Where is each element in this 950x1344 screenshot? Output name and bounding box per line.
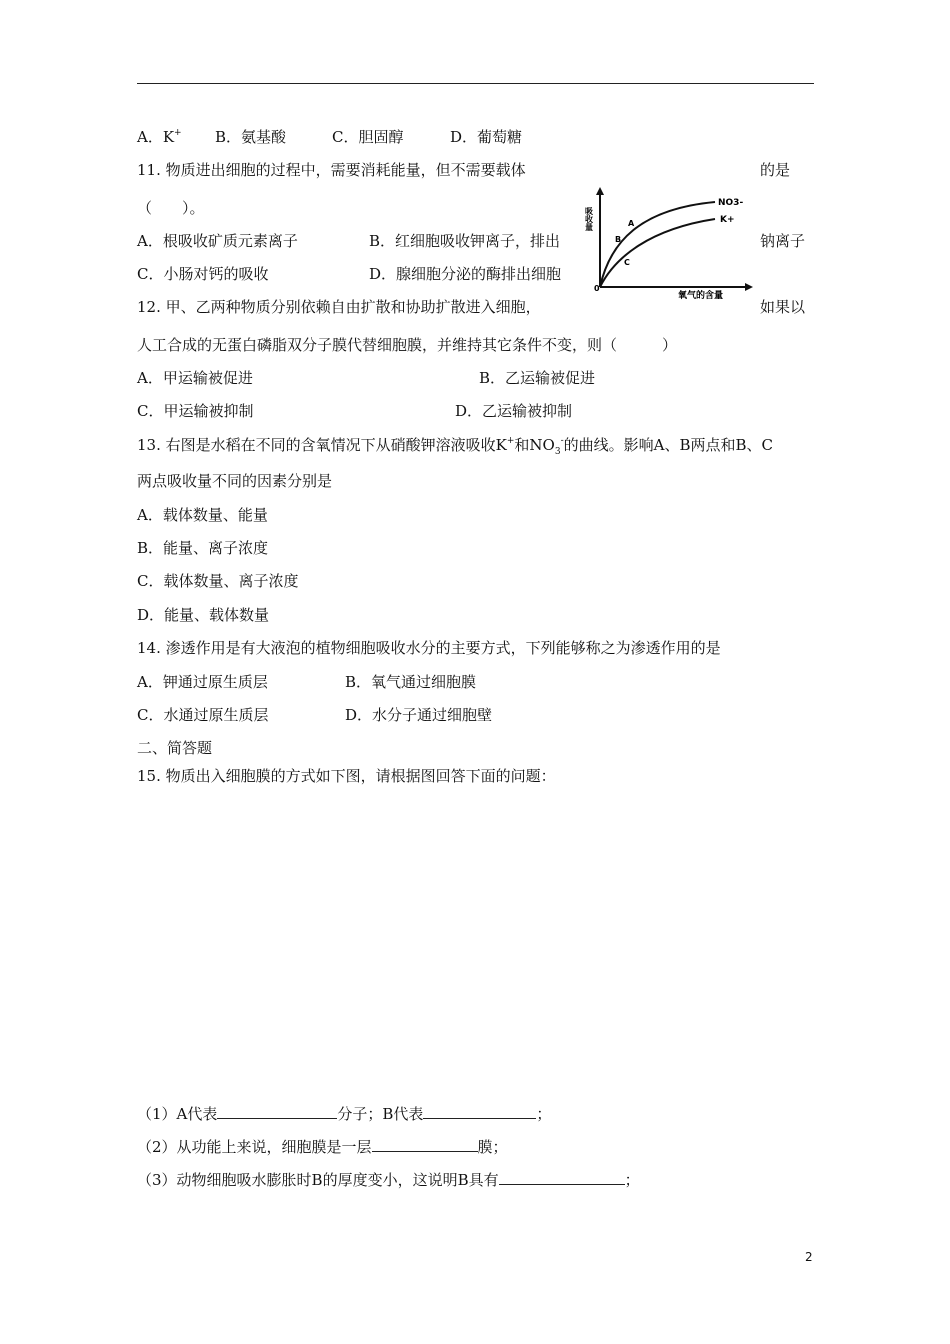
answer-line-2: （2）从功能上来说，细胞膜是一层 膜； — [137, 1138, 508, 1156]
q11-option-d: D．腺细胞分泌的酶排出细胞 — [369, 265, 562, 283]
blank-b[interactable] — [423, 1104, 536, 1119]
blank-property[interactable] — [499, 1170, 625, 1185]
blank-a[interactable] — [217, 1104, 337, 1119]
answer-line-1: （1）A代表 分子；B代表 ； — [137, 1105, 552, 1123]
q13-option-a: A．载体数量、能量 — [137, 506, 268, 524]
q12-stem-end: 如果以 — [760, 298, 806, 316]
q13-option-c: C．载体数量、离子浓度 — [137, 572, 299, 590]
q11-option-a: A．根吸收矿质元素离子 — [137, 232, 298, 250]
x-axis-arrow — [745, 283, 753, 291]
point-b-label: B — [615, 235, 622, 244]
q14-option-b: B．氧气通过细胞膜 — [345, 673, 477, 691]
answer-line-3: （3）动物细胞吸水膨胀时B的厚度变小，这说明B具有 ； — [137, 1171, 640, 1189]
q14-stem: 14. 渗透作用是有大液泡的植物细胞吸收水分的主要方式，下列能够称之为渗透作用的是 — [137, 639, 721, 657]
point-c-label: C — [624, 258, 630, 267]
q13-stem-line2: 两点吸收量不同的因素分别是 — [137, 472, 333, 490]
q11-stem-end: 的是 — [760, 161, 791, 179]
q14-option-c: C．水通过原生质层 — [137, 706, 269, 724]
q10-option-a: A．K+ — [137, 128, 182, 146]
q10-option-d: D．葡萄糖 — [450, 128, 523, 146]
q13-option-d: D．能量、载体数量 — [137, 606, 270, 624]
q10-option-b: B．氨基酸 — [215, 128, 287, 146]
absorption-chart — [584, 187, 755, 302]
q11-option-b-end: 钠离子 — [760, 232, 806, 250]
q14-option-a: A．钾通过原生质层 — [137, 673, 268, 691]
q12-option-d: D．乙运输被抑制 — [455, 402, 573, 420]
q12-option-c: C．甲运输被抑制 — [137, 402, 254, 420]
point-a-label: A — [628, 219, 635, 228]
y-axis-arrow — [596, 187, 604, 195]
q15-stem: 15. 物质出入细胞膜的方式如下图，请根据图回答下面的问题： — [137, 767, 556, 785]
q13-stem: 13. 右图是水稻在不同的含氧情况下从硝酸钾溶液吸收K+和$NO_3^-$的曲线。影响A、B两点和B、C — [137, 436, 773, 457]
y-axis-label: 吸收量 — [584, 207, 594, 231]
q12-stem: 12. 甲、乙两种物质分别依赖自由扩散和协助扩散进入细胞， — [137, 298, 541, 316]
no3-curve-label: NO3- — [718, 198, 744, 208]
no3-curve — [600, 202, 715, 287]
q10-option-c: C．胆固醇 — [332, 128, 404, 146]
k-curve-label: K+ — [720, 215, 735, 225]
q12-option-b: B．乙运输被促进 — [479, 369, 596, 387]
origin-label: 0 — [594, 284, 600, 293]
blank-membrane[interactable] — [372, 1137, 478, 1152]
x-axis-label: 氧气的含量 — [678, 291, 724, 301]
q11-paren: （ ）。 — [137, 199, 205, 217]
q11-option-b: B．红细胞吸收钾离子，排出 — [369, 232, 561, 250]
q12-stem-line2: 人工合成的无蛋白磷脂双分子膜代替细胞膜，并维持其它条件不变，则（ ） — [137, 336, 678, 354]
page-number: 2 — [805, 1250, 813, 1264]
q13-option-b: B．能量、离子浓度 — [137, 539, 269, 557]
section-heading: 二、简答题 — [137, 739, 213, 757]
q11-stem: 11. 物质进出细胞的过程中，需要消耗能量，但不需要载体 — [137, 161, 526, 179]
header-rule — [137, 83, 814, 84]
q12-option-a: A．甲运输被促进 — [137, 369, 253, 387]
q14-option-d: D．水分子通过细胞壁 — [345, 706, 493, 724]
k-curve — [600, 219, 715, 287]
q11-option-c: C．小肠对钙的吸收 — [137, 265, 269, 283]
